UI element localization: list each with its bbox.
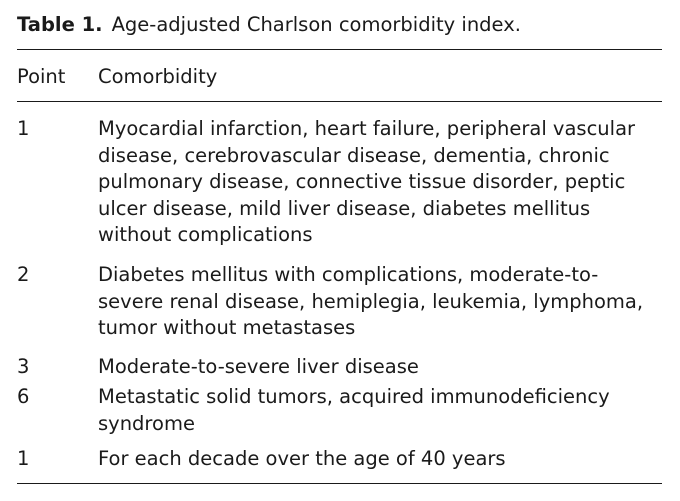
cell-point: 1 xyxy=(17,447,30,470)
comorbidity-table xyxy=(17,0,662,470)
column-header-comorbidity: Comorbidity xyxy=(98,65,218,88)
table-row xyxy=(17,384,662,440)
cell-comorbidity: Myocardial infarction, heart failure, peripheral vascular disease, cerebrovascular disease, dementia, chronic pulmonary disease, connective tissue disorder, peptic ulcer disease, mild liver disease, diabetes mellitus without complications xyxy=(98,117,636,246)
cell-comorbidity: For each decade over the age of 40 years xyxy=(98,447,506,470)
table-caption-text: Age-adjusted Charlson comorbidity index. xyxy=(111,13,521,36)
table-caption xyxy=(17,0,662,50)
cell-point: 2 xyxy=(17,263,30,286)
cell-point: 1 xyxy=(17,117,30,140)
table-row xyxy=(17,354,662,382)
column-header-point: Point xyxy=(17,65,66,88)
cell-comorbidity: Metastatic solid tumors, acquired immunodeficiency syndrome xyxy=(98,385,610,435)
table-top-rule xyxy=(17,49,662,50)
table-row xyxy=(17,116,662,256)
cell-comorbidity: Moderate-to-severe liver disease xyxy=(98,355,419,378)
table-row xyxy=(17,262,662,348)
cell-comorbidity: Diabetes mellitus with complications, moderate-to-severe renal disease, hemiplegia, leukemia, lymphoma, tumor without metastases xyxy=(98,263,644,339)
cell-point: 3 xyxy=(17,355,30,378)
table-header-rule xyxy=(17,101,662,102)
table-row xyxy=(17,446,662,474)
cell-point: 6 xyxy=(17,385,30,408)
table-caption-label: Table 1. xyxy=(17,13,103,36)
table-header-row xyxy=(17,62,662,92)
table-bottom-rule xyxy=(17,483,662,484)
